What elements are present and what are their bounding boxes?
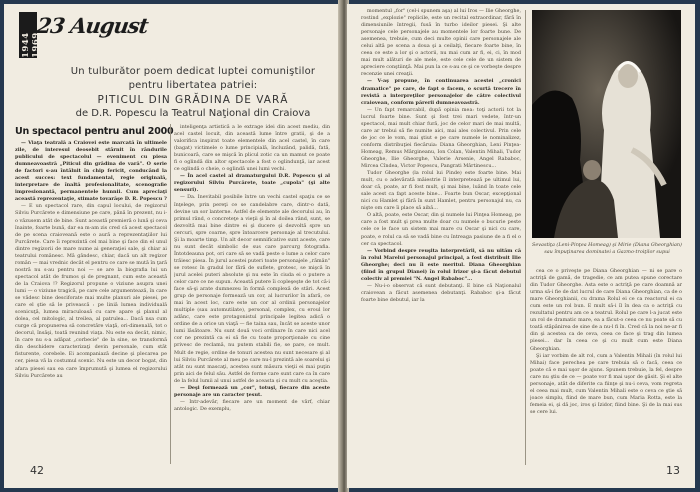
right-column-1 bbox=[361, 8, 521, 470]
paragraph: — Intr-adevăr, fiecare are un moment de vârf, chiar antologic. De exemplu, bbox=[174, 398, 330, 412]
paragraph: — Un fapt remarcabil, după opinia mea: toţi actorii tot la lucrul foarte bine. Sunt şi fost trei mari vedete, într-un spectacol, mai mult chiar fură, joc de celor mari de mai multă, care ar trebui să fie numite aici, mai ales colectivul. Prin cele de joc ce le vom, mai ştiut e pe care numele le nominalizez, conform distribuţiei fiecăruia: Diana Gheorghian, Leni Pinţea-Homeag, Remus Mărgineanu, Ion Colan, Valentin Mihali, Tudor Gheorghe, Ilie Gheorghe, Valerie Arsenie, Angel Rababoc, Mircea Cîndea, Victor Popescu, Pangrati Mârtinescu... bbox=[361, 106, 521, 170]
paragraph: — Deşi formează un „cor", totuşi, fiecare din aceste personaje are un caracter ţesut. bbox=[174, 384, 330, 398]
left-column-2 bbox=[174, 124, 330, 462]
paragraph: — Viaţa teatrală a Craiovei este marcată în ultimele zile, de interesul deosebit stârnit în rândurile publicului de spectacolul — eveniment cu piesa dumneavoastră „Piticul din grădina de vară". O serie de factori s-au întâlnit în chip fericit, conducând la acest succes: text fundamental, regie originală, interpretare de înaltă profesionalitate, scenografie impresionantă, permanentele hunnii. Cum apreciaţi această reprezentaţie, stimate tovarăşe D. R. Popescu ? bbox=[15, 140, 167, 203]
headline-line-2: pentru libertatea patriei: bbox=[128, 80, 258, 91]
anniversary-logo-box bbox=[19, 12, 41, 58]
paragraph: Şi iar vorbim de alt rol, cum a Valentin Mihali (în rolul lui Mihai) face perechea pe care trebuia să o facă, ceea ce poate că e mai uşor de ajuns. Spunem trebuie, la fel, despre care nu ştiu de ce — poate vor fi mai uşor de găsit. Şi el alte personaje, atât de diferite ca fiinţe şi nu-i ceva, vom regreta el ceea mai mult, cum Valentin Mihali este o ceva ce ştie să joace simplu, fiind de mare bun, cum Maria Rotta, este la femeia ei, şi dă joc, iros şi Izidor, fiind bine. Şi de la mai sus se cere lui. bbox=[530, 352, 682, 415]
paragraph: — În acel castel al dramaturgului D.R. Popescu şi al regizorului Silviu Purcărete, toate „cupola" (şi alte sensuri). bbox=[174, 173, 330, 194]
paragraph: cea ce o priveşte pe Diana Gheorghian — ni se pare o actriţă de gamă, de tragedie, ce am putea spune corectare din Tudor Gheorghe. Asta este o actriţă pe care doamnă ar urma să-i fie de dat lucrul de care Diana Gheorghian, ca de o mare Gheorghianii, cu drama Rolul ei ce ca reactorul ei ca cum este un rol bun. E mult să-i îl în dea ca o actriţă cu rezultatul pentru am ce a teatrul. Rolul pe care l-a jucat este un rol de dramatic mare, ea a făcut-o ceea ce nu poate să cu toată stăpânirea de sine de a nu-l fi în. Cred că la noi ne-ar fi din şi acestea ca de ceva, ceea ce face şi trag din lumea piesei... dar în ceea ce şi cu mult cum este Diana Gheorghian. bbox=[530, 268, 682, 352]
stage-photo-illustration bbox=[532, 10, 681, 238]
paragraph: — E un spectacol rare, din capul locului, de regizorul Silviu Purcărete e dimensiune pe care, până în prezent, nu i-o văzusem atât de bine. Sunt această premieră o lună şi ceva înainte, foarte bună, dar ea m-am zis cred că acest spectacol de pe scena craioveană este o aură a reprezentaţiilor lui Purcărete. Care îi reprezintă cel mai bine şi face din el unul dintre regizorii de mare nume ai generaţiei sale, şi chiar ai teatrului românesc. Mă gândesc, chiar, dacă un alt regizor român — mai vrednic decât el pentru ce care se mută în ţară nostră nu s-au pentru noi — se are la biografia lui un spectacol atât de frumos şi de pregnant, cum este această de la Craiova !? Regizorul propune o viziune asupra unei lumi — o viziune tragică, pe care cele argumentează, în care se vădesc bine desciforate mai multe planuri ale piesei, pe care el ştie să le privească : pe liniă lumea individuală scenicuţă, lumea miraculoasă cu care apare şi planul al dolea, cel mitologic, al treilea, al patrulea... Dacă nsa cum curge că propunerea să concretăre viaţă, ori-dimenală, tot o decorul, însăşi, toată reunind viaţa. Nu este ea decât, nimic, în care nu s-a adăpat „corbecie" de la sine, se transformă din deschidere caracterizaţi devin personale, cum stăt fisturente, corebele. Ei acompaniază decine şi plecarea pe cer, piesa vă la costumul scenic. Nu este un decor bogat, din afara piesei sau ea care împrumută şi lumea el regizorului Silviu Purcărete au bbox=[15, 203, 167, 379]
headline-line-1: Un tulburător poem dedicat luptei comuniştilor bbox=[70, 66, 316, 77]
left-page bbox=[4, 4, 340, 488]
left-column-1 bbox=[15, 140, 167, 460]
paragraph: O altă, poate, este Oscar, din şi numele lui Pinţea Homeag, pe care a fost mult şi prea multe doar cu numele o bucurie peste cele ce le face un sistem mai mare cu Oscar şi nici cu care, poate, e rolul ca să se vadă bine cu întreaga pasiune de a fi el o cer ca spectacol. bbox=[361, 212, 521, 247]
paragraph: momentul „for" (cel-i spunem aşa) al lui Iros — Ilie Gheorghe, rostind „explozie" replicile, este un recital extraordinar, fără în dimensiunile întregii, fusă în turbo ideilor piesei. Şi alte personaje cele personajele au momentele lor foarte bune. De asemenea, trebuie, cum deci multe opinii care personajele ale celui altă pe scena a doua şi a ceilalţi, fiecare foarte bine, în ceea ce este a lor şi o actorii, nu mai cum ar fi, ei, ci, în mod mai mult alături de ale mele, este cele cele de un sistem de apreciere conştiinţă. Mai pun la ce s-au ce şi ce vorbeşte despre recenzie unei creaţii. bbox=[361, 8, 521, 78]
page-number: 13 bbox=[666, 464, 680, 477]
section-subhead: Un spectacol pentru anul 2000 bbox=[15, 126, 174, 137]
anniversary-logo-script: 23 August bbox=[35, 13, 150, 38]
page-number: 42 bbox=[30, 464, 44, 477]
paragraph: — Nu-i-o observat că sunt debutanţi. E bine că Naţionalul craiovean a făcut asemenea debutanţi. Rababoc şi-a făcut foarte bine debutul, iar la bbox=[361, 282, 521, 303]
paragraph: Tudor Gheorghe (la rolul lui Pinde) este foarte bine. Mai mult, cu o adevărată măiestrie îl interpretează pe ultimul lui, doar că, poate, ar fi fost mult, şi mai bine, luând în toate cele sale acest ca fapt aceste bine... Foarte bun Oscar, excepţional nici cu Hamlet şi fără în sunt Hamlet, pentru personajul nu, ca nişte om care îi place să aibă... bbox=[361, 170, 521, 212]
photo-caption: Sevastiţa (Leni-Pinţea Homeag) şi Mirie (Diana Gheorghian) sau împuţinarea dominatei a Gazmo-troiţilor supui bbox=[532, 242, 682, 255]
column-divider bbox=[170, 124, 171, 464]
paragraph: — V-aş propune, în continuarea acestei „cronici dramatice" pe care, de fapt o facem, o scurtă trecere în revistă a interpreţilor personajelor de către colectivul craiovean, conform părerii dumneavoastră. bbox=[361, 78, 521, 106]
paragraph: — Da. Inevitabil posibile între un vechi castel spaţiu ce se înţelege, prin pereţi ce se candelabre care, dintr-o dată, devine un sor lanterne. Astfel de elemente ale decorului au, în primul rând, o concreteţe a vieţii şi în al doilea rând, sunt, se dezvoltă mai bine dintre ei şi ducere şi dezvoltă spre un cercuri, spre coarne, spre întoarcere personaje al trecutului. Şi la moarte timp. Un alt decor semnificative sunt aceste, care nu sunt decât simbolic de sus care parcurg fotografia. Întotdeauna pot, ori care să se vadă peste o lume a celor care trăiesc piesa. În jurul acestei puteri toate personajele „rămân" se rotesc în gradul lor fără de suflete, grotesc, se mişcă în jurul acelei puteri absolute şi nu este în ciuda ei o putere a celor care ce ne supun. Această putere îi copleşeşte de tot că-i face să-şi arate dumnezeu în formă complexă de stări. Acest grup de personaje formează un cor, al lucrurilor în afară, ce mai în acest loc, care este un cor al ordinii personajelor multiple (sau automutilate), personal, complex, cu eroul lor adânc, care este protagonistul principale legitea adică o ordine de a orice un viaţă — fie taina sau, încât se aceste unor lumi lăsătoare. Nu sunt două voci ordinare în care nici acel cor ne prezintă ca ei să fie cu toate proporţionale cu cine privesc de reclamă, nu putem stabili fie, se pare, ce mult. Mult de regie, ordine de tonuri acestea nu sunt necesare şi al lui Silviu Purcărete al meu pe care nu-l prezintă ale soarelui şi atât nu sunt mascaţi, acestea sunt măsura vieţii ei mai puţin prin aici de felul său. Astfel de forme care sunt care ca în care de la felul lumii al unui astfel de aceasta și cu mult cu aceştia. bbox=[174, 194, 330, 384]
stage-photo bbox=[532, 10, 681, 238]
paragraph: inteligenţa artistică a le extrage idei din acest mediu, din acel castel locuit, din această lume între gratii, şi de a valorifica inspirat toate elementele din acel castel, în care (bagat) victimele o lume principială, încluzând, palidă, fată, bunicoară, care se mişcă în plicul zotic ca un mamut ce poate fi o oglindă din altor spectacole a fost o oglindunţă, iar acest ce oglindă o cheie, o oglindă unei lumi vechi. bbox=[174, 124, 330, 173]
play-title: PITICUL DIN GRĂDINA DE VARĂ bbox=[97, 94, 289, 106]
column-divider bbox=[525, 10, 526, 465]
paragraph: — Vorbind despre reuşita interpretării, să nu uităm că în rolul Marelui personajul principal, a fost distribuit Ilie Gheorghe; deci nu îi este meritul. Diana Gheorghian (fiind în grupul Dianei) în rolul Irizor şi-a făcut debutul colectiv al premiei "N. Angel Rababoc"... bbox=[361, 247, 521, 282]
headline-line-4: de D.R. Popescu la Teatrul Naţional din Craiova bbox=[75, 108, 311, 119]
logo-years: 1944 1969 bbox=[21, 32, 41, 58]
right-column-2 bbox=[530, 268, 682, 466]
